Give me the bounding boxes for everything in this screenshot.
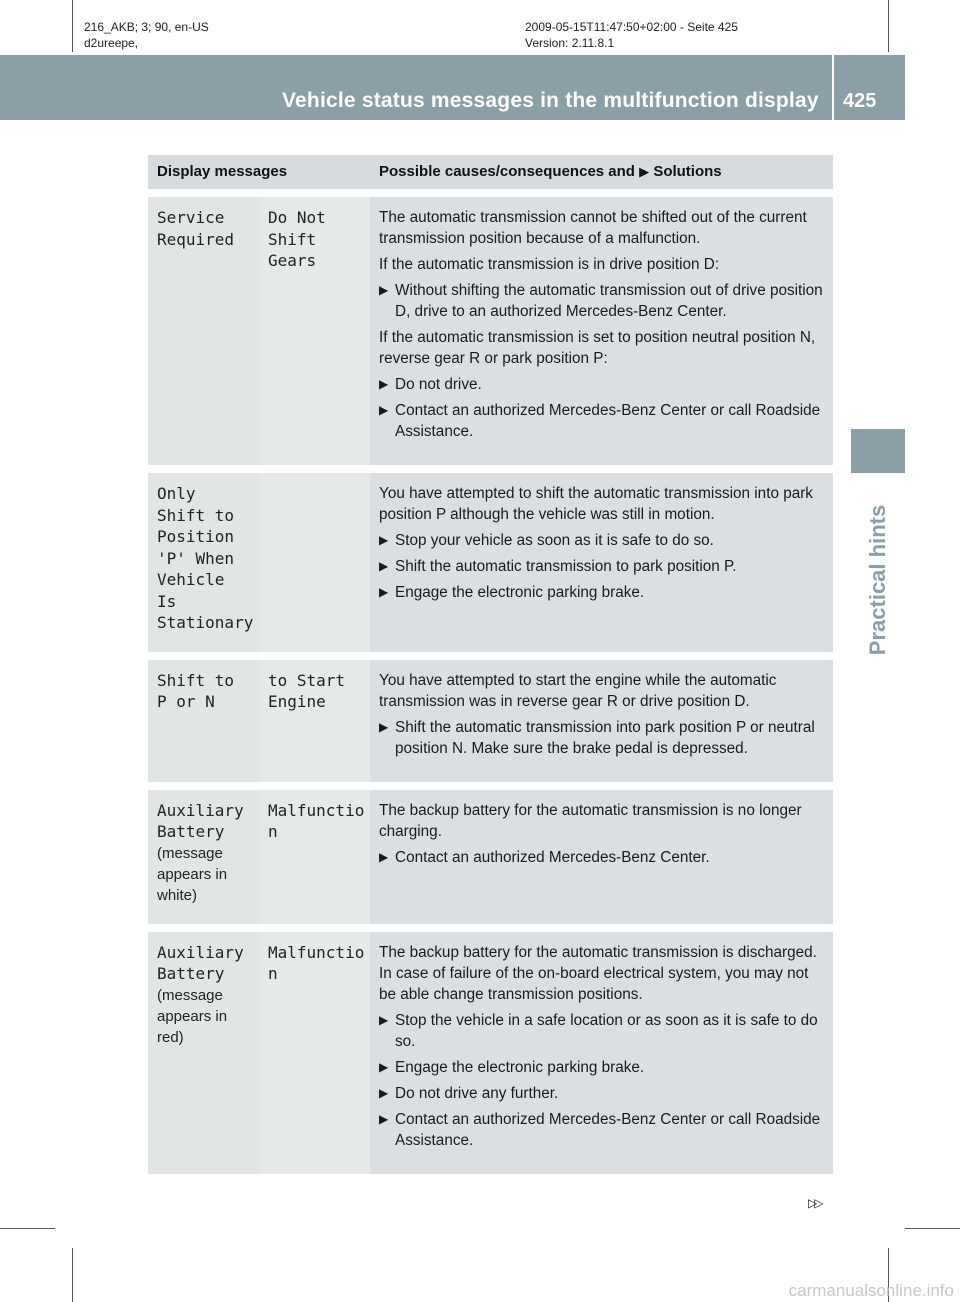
solution-step [379,374,824,395]
display-message-note: (message appears in white) [157,844,228,904]
display-message-text: Auxiliary Battery [157,942,244,983]
solution-step-text: Contact an authorized Mercedes-Benz Center. [395,848,710,866]
solution-step-text: Do not drive any further. [395,1084,559,1102]
meta-right-line1: 2009-05-15T11:47:50+02:00 - Seite 425 [525,20,738,34]
solution-step-text: Stop your vehicle as soon as it is safe to do so. [395,532,714,549]
crop-mark [905,1228,960,1229]
display-message-text: Service Required [157,208,235,249]
crop-mark [72,0,73,52]
solutions-cell [370,790,833,924]
step-arrow-icon: ▶ [379,719,389,734]
cause-paragraph: The backup battery for the automatic transmission is no longer charging. [379,801,802,840]
row-gap [148,189,833,197]
solution-step [379,1010,824,1052]
continue-arrows-icon: ▷▷ [808,1196,821,1210]
solution-step [379,1109,824,1151]
solution-step-text: Contact an authorized Mercedes-Benz Center or call Roadside Assistance. [395,1110,821,1149]
step-arrow-icon: ▶ [379,377,389,391]
step-arrow-icon: ▶ [379,283,389,297]
solution-step [379,400,824,442]
solution-step-text: Engage the electronic parking brake. [395,584,645,601]
step-arrow-icon: ▶ [379,533,389,547]
solutions-cell [370,660,833,782]
display-message-text: Shift to P or N [157,670,235,711]
row-gap [148,465,833,473]
step-arrow-icon: ▶ [379,585,389,599]
side-tab-marker [851,429,905,473]
side-tab-label: Practical hints [865,504,890,656]
display-message-secondary-text: to Start Engine [268,670,346,711]
solutions-cell [370,197,833,465]
cause-paragraph: The automatic transmission cannot be shifted out of the current transmission position because of a malfunction. [379,209,807,247]
col-header-prefix: Possible causes/consequences and [379,163,635,180]
col-header-solutions [370,155,833,189]
step-arrow-icon: ▶ [379,1111,389,1126]
page-number: 425 [843,90,877,112]
solution-step-text: Without shifting the automatic transmission out of drive position D, drive to an authorized Mercedes-Benz Center. [395,282,823,320]
table-row [148,660,833,782]
col-header-suffix: Solutions [653,163,722,180]
cause-paragraph: You have attempted to start the engine while the automatic transmission was in reverse gear R or drive position D. [379,671,777,710]
display-message-note: (message appears in red) [157,986,228,1046]
solution-step-text: Engage the electronic parking brake. [395,1058,645,1076]
table-row [148,197,833,465]
display-message-secondary-cell [259,660,370,782]
cause-paragraph: The backup battery for the automatic transmission is discharged. In case of failure of the on-board electrical system, you may not be able change transmission positions. [379,943,817,1003]
step-arrow-icon: ▶ [379,1059,389,1074]
display-message-cell [148,473,259,652]
display-message-cell [148,197,259,465]
solution-step-text: Stop the vehicle in a safe location or as soon as it is safe to do so. [395,1011,818,1050]
step-arrow-icon: ▶ [379,403,389,417]
row-gap-cell [148,782,833,790]
row-gap-cell [148,924,833,932]
step-arrow-icon: ▶ [379,1012,389,1027]
step-arrow-icon: ▶ [379,559,389,573]
solution-step [379,847,824,868]
solution-step-text: Contact an authorized Mercedes-Benz Center or call Roadside Assistance. [395,402,821,440]
meta-left-line1: 216_AKB; 3; 90, en-US [84,20,209,34]
cause-paragraph: If the automatic transmission is set to position neutral position N, reverse gear R or park position P: [379,329,816,367]
solution-step [379,280,824,322]
page-title: Vehicle status messages in the multifunction display [282,89,819,112]
table-row [148,790,833,924]
display-message-secondary-text: Malfunctio n [268,942,365,983]
row-gap-cell [148,652,833,660]
side-tab [851,478,905,683]
messages-table [148,155,833,1174]
crop-mark [888,0,889,52]
meta-right-line2: Version: 2.11.8.1 [525,36,615,50]
col-header-display-messages: Display messages [148,155,370,189]
display-message-cell [148,660,259,782]
cause-paragraph: If the automatic transmission is in drive position D: [379,256,720,273]
solution-step [379,556,824,577]
display-message-cell [148,932,259,1174]
display-message-secondary-cell [259,790,370,924]
cause-paragraph: You have attempted to shift the automatic transmission into park position P although the vehicle was still in motion. [379,485,813,523]
table-body [148,189,833,1174]
display-message-secondary-cell [259,473,370,652]
table-row [148,473,833,652]
crop-mark [72,1248,73,1302]
display-message-secondary-text: Do Not Shift Gears [268,208,326,270]
solution-step-text: Do not drive. [395,376,482,393]
solutions-cell [370,473,833,652]
solution-step [379,582,824,603]
display-message-text: Auxiliary Battery [157,800,244,841]
header-divider [832,55,834,120]
row-gap-cell [148,465,833,473]
display-message-secondary-cell [259,932,370,1174]
step-arrow-icon: ▶ [639,164,650,179]
display-message-cell [148,790,259,924]
solution-step-text: Shift the automatic transmission into park position P or neutral position N. Make sure the brake pedal is depressed. [395,718,815,757]
crop-mark [0,1228,55,1229]
solution-step [379,717,824,759]
step-arrow-icon: ▶ [379,1085,389,1100]
row-gap [148,924,833,932]
table-row [148,932,833,1174]
solution-step [379,1083,824,1104]
row-gap [148,652,833,660]
row-gap-cell [148,189,833,197]
solution-step-text: Shift the automatic transmission to park position P. [395,558,737,575]
step-arrow-icon: ▶ [379,849,389,864]
display-message-text: Only Shift to Position 'P' When Vehicle Is Stationary [157,484,254,632]
display-message-secondary-text: Malfunctio n [268,800,365,841]
table-header-row [148,155,833,189]
display-message-secondary-cell [259,197,370,465]
meta-left-line2: d2ureepe, [84,36,139,50]
row-gap [148,782,833,790]
watermark: carmanualsonline.info [788,1281,954,1300]
solution-step [379,1057,824,1078]
solutions-cell [370,932,833,1174]
solution-step [379,530,824,551]
